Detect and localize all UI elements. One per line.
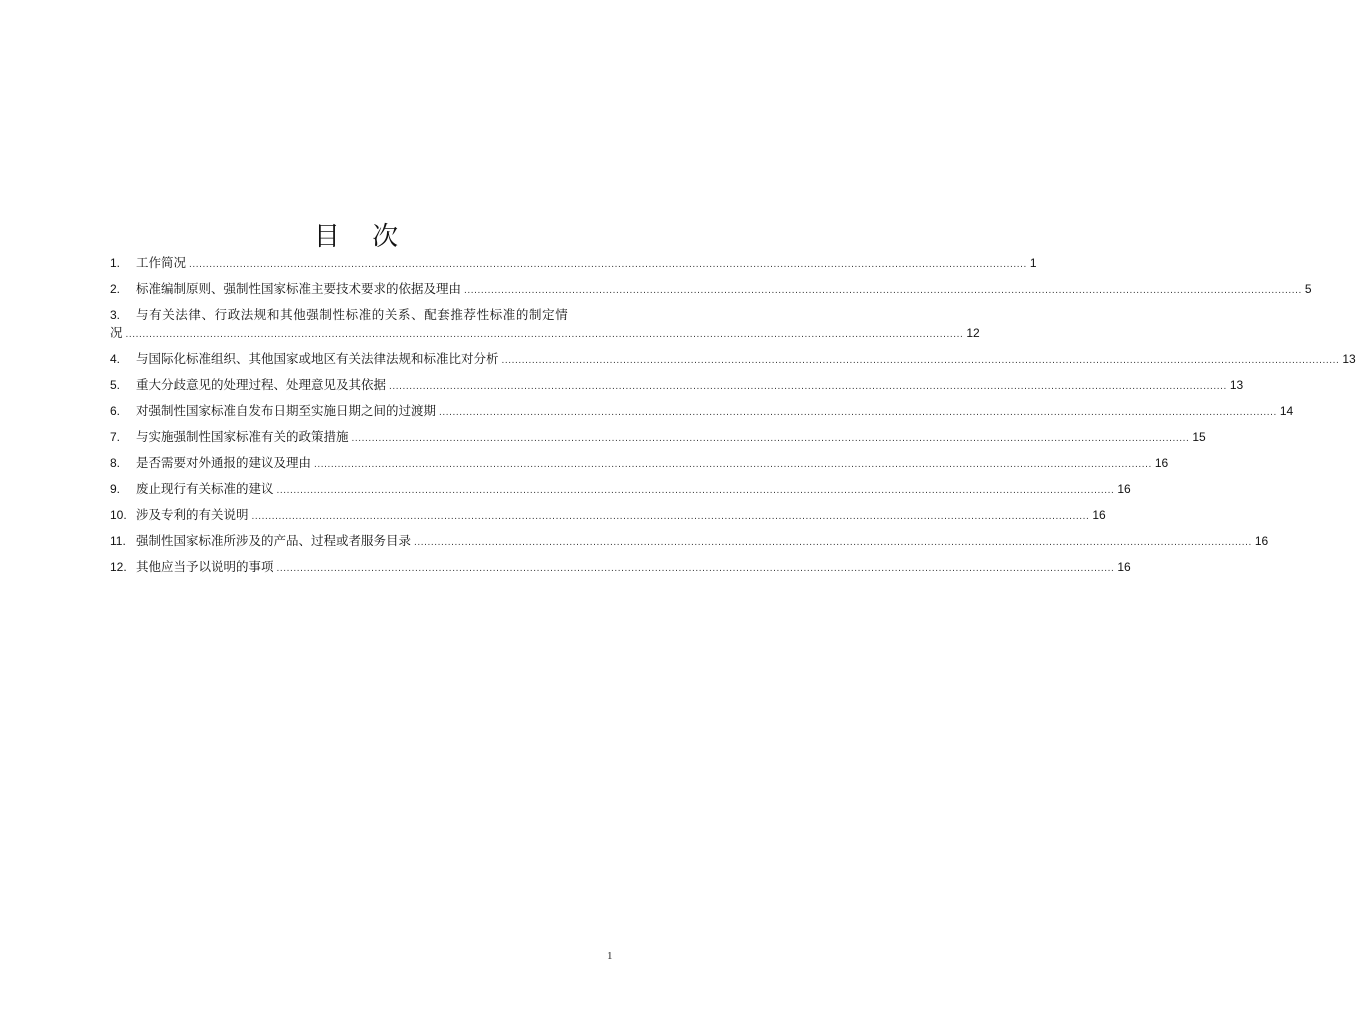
dot-leader: [464, 282, 1302, 300]
toc-entry-number: 1.: [110, 256, 121, 270]
toc-entry-page: 13: [1229, 378, 1244, 392]
toc-entry-number: 12.: [110, 560, 127, 574]
toc-entry-page: 1: [1029, 256, 1037, 270]
toc-entry-page: 15: [1192, 430, 1206, 444]
footer-page-number: 1: [607, 950, 613, 962]
toc-entry-line-1: [110, 306, 614, 324]
toc-entry-label: 废止现行有关标准的建议: [136, 481, 274, 496]
dot-leader: [189, 256, 1027, 274]
toc-entry-number: 10.: [110, 508, 127, 522]
dot-leader: [502, 352, 1340, 370]
toc-entry-6[interactable]: [110, 402, 1294, 428]
dot-leader: [252, 508, 1090, 526]
toc-entry-page: 16: [1154, 456, 1169, 470]
toc-entry-page: 16: [1092, 508, 1106, 522]
toc-entry-label: 对强制性国家标准自发布日期至实施日期之间的过渡期: [136, 403, 437, 418]
toc-entry-page: 13: [1342, 352, 1356, 366]
toc-entry-2[interactable]: [110, 280, 1312, 306]
toc-entry-number: 9.: [110, 482, 121, 496]
toc-entry-number: 5.: [110, 378, 121, 392]
toc-entry-number: 7.: [110, 430, 121, 444]
toc-entry-9[interactable]: [110, 480, 1131, 506]
toc-entry-number: 4.: [110, 352, 121, 366]
toc-entry-page: 12: [966, 326, 980, 340]
toc-entry-label: 与实施强制性国家标准有关的政策措施: [136, 429, 349, 444]
dot-leader: [314, 456, 1152, 474]
dot-leader: [126, 326, 964, 344]
toc-entry-page: 16: [1254, 534, 1269, 548]
dot-leader: [352, 430, 1190, 448]
toc-entry-label: 与有关法律、行政法规和其他强制性标准的关系、配套推荐性标准的制定情: [136, 307, 569, 322]
toc-entry-page: 16: [1117, 560, 1131, 574]
toc-entry-label: 标准编制原则、强制性国家标准主要技术要求的依据及理由: [136, 281, 462, 296]
toc-entry-label: 强制性国家标准所涉及的产品、过程或者服务目录: [136, 533, 412, 548]
toc-entry-page: 14: [1279, 404, 1294, 418]
toc-entry-number: 8.: [110, 456, 121, 470]
toc-entry-label: 其他应当予以说明的事项: [136, 559, 274, 574]
toc-entry-label: 与国际化标准组织、其他国家或地区有关法律法规和标准比对分析: [136, 351, 499, 366]
toc-entry-12[interactable]: [110, 558, 1131, 584]
toc-entry-4[interactable]: [110, 350, 1356, 376]
toc-entry-5[interactable]: [110, 376, 1244, 402]
toc-entry-number: 11.: [110, 534, 126, 548]
toc-entry-line-2: [110, 324, 980, 344]
toc-entry-page: 16: [1117, 482, 1131, 496]
dot-leader: [414, 534, 1252, 552]
toc-entry-number: 6.: [110, 404, 121, 418]
dot-leader: [439, 404, 1277, 422]
toc-entry-1[interactable]: [110, 254, 1037, 280]
toc-entry-label-continuation: 况: [110, 325, 123, 340]
dot-leader: [277, 560, 1115, 578]
dot-leader: [389, 378, 1227, 396]
toc-entry-10[interactable]: [110, 506, 1106, 532]
toc-entry-number: 2.: [110, 282, 121, 296]
toc-entry-7[interactable]: [110, 428, 1206, 454]
page-title: 目 次: [313, 222, 411, 252]
table-of-contents: [110, 254, 1356, 584]
toc-entry-11[interactable]: [110, 532, 1269, 558]
toc-entry-label: 工作简况: [136, 255, 187, 270]
toc-entry-label: 涉及专利的有关说明: [136, 507, 249, 522]
toc-entry-label: 是否需要对外通报的建议及理由: [136, 455, 312, 470]
toc-entry-3[interactable]: [110, 306, 980, 350]
toc-entry-number: 3.: [110, 308, 121, 322]
dot-leader: [277, 482, 1115, 500]
toc-entry-label: 重大分歧意见的处理过程、处理意见及其依据: [136, 377, 387, 392]
toc-entry-page: 5: [1304, 282, 1312, 296]
toc-entry-8[interactable]: [110, 454, 1169, 480]
